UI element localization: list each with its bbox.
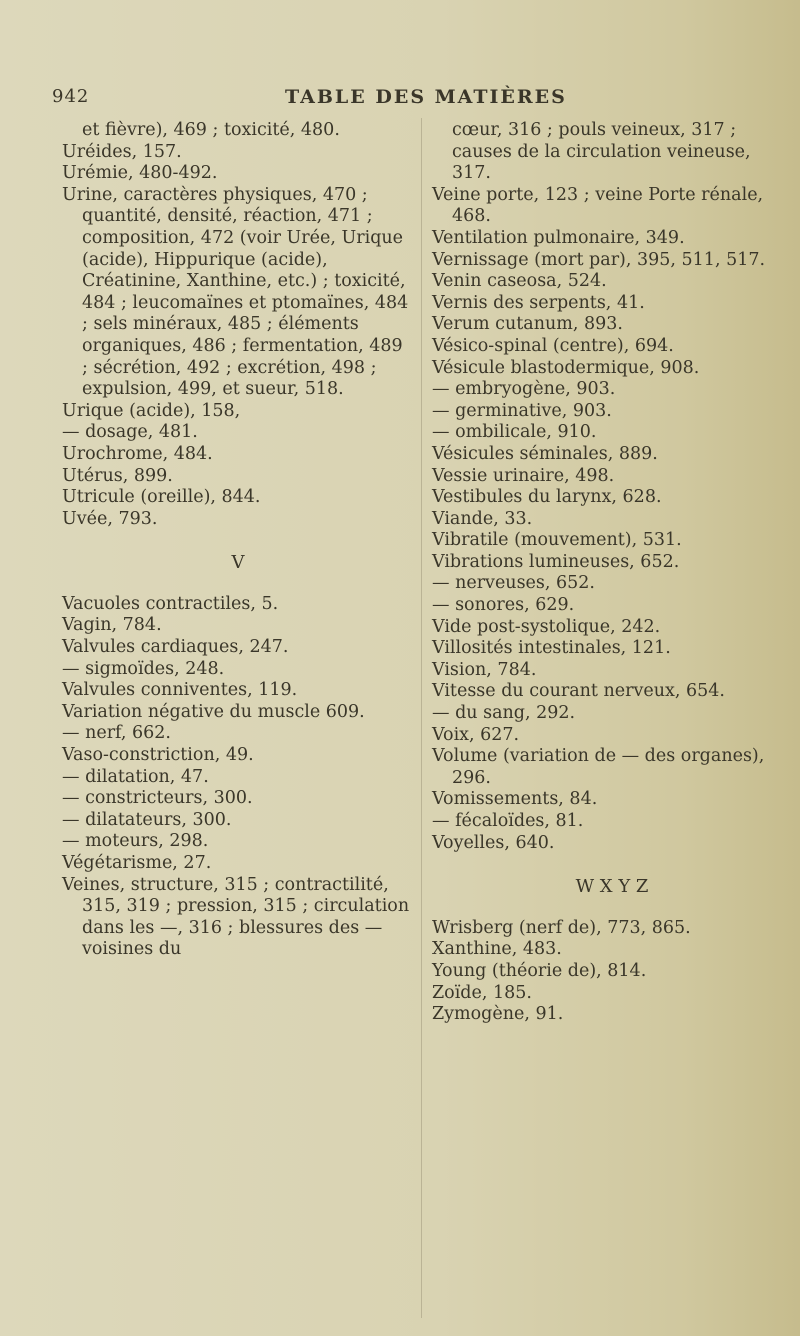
index-entry: Villosités intestinales, 121. xyxy=(432,638,671,659)
index-entry: — dilatateurs, 300. xyxy=(62,809,232,830)
page-header xyxy=(0,86,800,116)
index-entry: Vésicule blastodermique, 908. xyxy=(432,357,700,378)
page-number: 942 xyxy=(52,86,90,107)
index-entry: Vestibules du larynx, 628. xyxy=(432,487,662,508)
index-entry: Veine porte, 123 ; veine Porte rénale, 468. xyxy=(432,184,764,227)
index-entry: — nerveuses, 652. xyxy=(432,573,595,594)
section-heading: W X Y Z xyxy=(575,876,649,898)
index-entry: Urique (acide), 158, xyxy=(62,400,241,421)
index-column-left xyxy=(62,120,414,961)
index-entry: Vitesse du courant nerveux, 654. xyxy=(432,681,725,702)
index-entry: Volume (variation de — des organes), 296. xyxy=(432,746,765,788)
index-entry: Xanthine, 483. xyxy=(432,939,562,960)
index-entry: Vernis des serpents, 41. xyxy=(432,292,645,313)
index-entry: Vibrations lumineuses, 652. xyxy=(432,551,680,572)
index-entry: — fécaloïdes, 81. xyxy=(432,811,584,831)
index-entry: — nerf, 662. xyxy=(62,723,171,744)
index-entry: — dosage, 481. xyxy=(62,422,198,443)
index-entry: Venin caseosa, 524. xyxy=(432,271,607,292)
index-entry: Zoïde, 185. xyxy=(432,982,532,1003)
index-entry: Vésicules séminales, 889. xyxy=(432,443,658,464)
index-entry: Vide post-systolique, 242. xyxy=(432,616,661,637)
section-heading: V xyxy=(231,552,245,574)
index-entry: — ombilicale, 910. xyxy=(432,422,597,443)
index-entry: — sonores, 629. xyxy=(432,595,575,616)
index-entry: Variation négative du muscle 609. xyxy=(62,701,365,722)
index-entry: Utricule (oreille), 844. xyxy=(62,487,261,508)
index-entry: Urine, caractères physiques, 470 ; quantité, densité, réaction, 471 ; composition, 472 (voir Urée, Urique (acide), Hippurique (acide), Créatinine, Xanthine, etc.) ; toxicité, 484 ; leucomaïnes et ptomaïnes, 484 ; sels minéraux, 485 ; éléments organiques, 486 ; fermentation, 489 ; sécrétion, 492 ; excrétion, 498 ; expulsion, 499, et sueur, 518. xyxy=(62,184,409,400)
index-entry: Valvules conniventes, 119. xyxy=(62,680,298,701)
index-entry: — embryogène, 903. xyxy=(432,379,616,400)
index-entry: Urochrome, 484. xyxy=(62,443,213,464)
index-entry: — moteurs, 298. xyxy=(62,831,209,852)
index-entry: Wrisberg (nerf de), 773, 865. xyxy=(432,917,691,938)
column-divider xyxy=(421,118,422,1318)
index-entry: Uvée, 793. xyxy=(62,508,158,529)
index-entry: Urémie, 480-492. xyxy=(62,163,218,184)
index-entry: Vessie urinaire, 498. xyxy=(432,465,615,486)
index-entry: — constricteurs, 300. xyxy=(62,788,253,809)
index-entry: Veines, structure, 315 ; contractilité, 315, 319 ; pression, 315 ; circulation dans les —, 316 ; blessures des — voisines du xyxy=(62,874,410,960)
index-entry: Ventilation pulmonaire, 349. xyxy=(432,227,685,248)
index-entry: — dilatation, 47. xyxy=(62,766,209,787)
index-entry: — germinative, 903. xyxy=(432,400,612,421)
index-entry: Vomissements, 84. xyxy=(432,789,598,810)
index-entry: Valvules cardiaques, 247. xyxy=(62,637,289,658)
index-entry: Verum cutanum, 893. xyxy=(432,314,623,335)
index-entry: Vibratile (mouvement), 531. xyxy=(432,530,682,551)
index-entry: Voyelles, 640. xyxy=(432,832,555,853)
index-entry: Zymogène, 91. xyxy=(432,1004,564,1025)
index-entry: cœur, 316 ; pouls veineux, 317 ; causes de la circulation veineuse, 317. xyxy=(452,120,751,184)
index-entry: Vaso-constriction, 49. xyxy=(62,745,254,766)
index-entry: Uréides, 157. xyxy=(62,141,182,162)
index-entry: Vésico-spinal (centre), 694. xyxy=(432,335,674,356)
index-entry: Vernissage (mort par), 395, 511, 517. xyxy=(432,249,766,270)
index-entry: et fièvre), 469 ; toxicité, 480. xyxy=(82,120,340,140)
index-entry: Voix, 627. xyxy=(432,724,520,745)
index-entry: Utérus, 899. xyxy=(62,465,173,486)
running-title: TABLE DES MATIÈRES xyxy=(285,86,567,108)
index-entry: Vision, 784. xyxy=(432,659,537,680)
index-entry: Young (théorie de), 814. xyxy=(432,960,647,981)
index-column-right xyxy=(432,120,792,1026)
index-entry: — du sang, 292. xyxy=(432,703,576,724)
index-entry: Vagin, 784. xyxy=(62,615,162,636)
index-entry: — sigmoïdes, 248. xyxy=(62,658,225,679)
index-entry: Végétarisme, 27. xyxy=(62,853,212,873)
index-entry: Vacuoles contractiles, 5. xyxy=(62,593,279,614)
index-entry: Viande, 33. xyxy=(432,508,533,529)
